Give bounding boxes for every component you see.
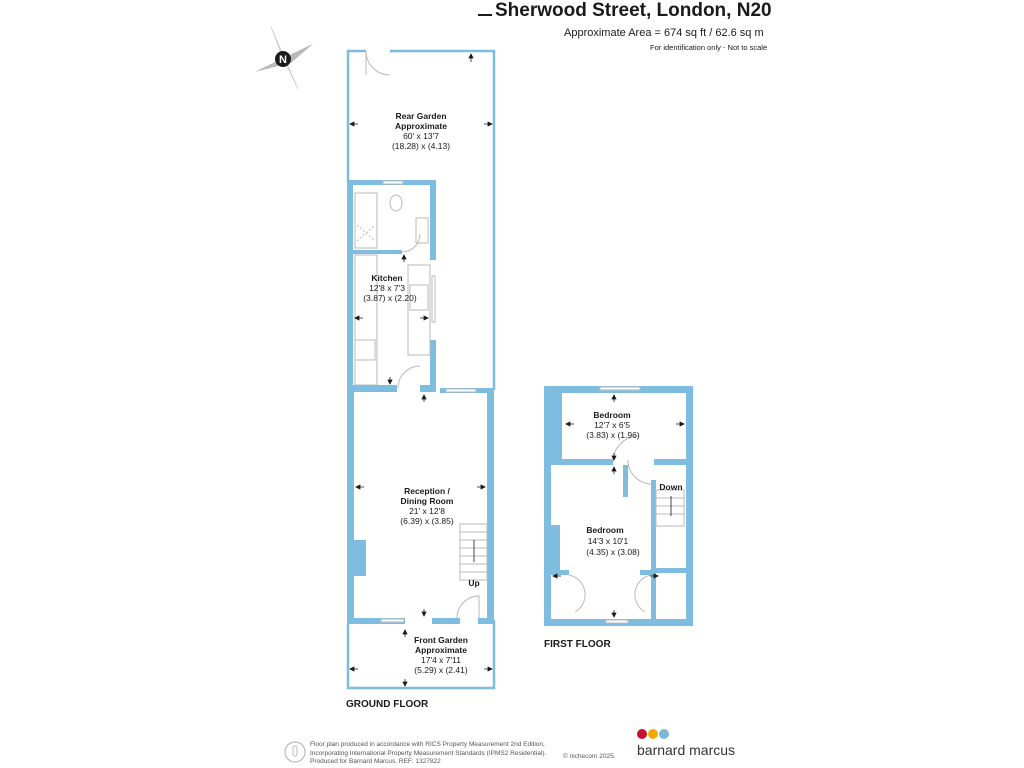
- front-garden-approx: Approximate: [415, 645, 467, 655]
- disclaimer-line: Floor plan produced in accordance with RICS Property Measurement 2nd Edition,: [310, 741, 545, 748]
- bedroom-large-name: Bedroom: [586, 525, 624, 535]
- brand-dot-yellow: [648, 729, 658, 739]
- bedroom-large-imperial: 14'3 x 10'1: [587, 536, 629, 546]
- kitchen-name: Kitchen: [371, 273, 403, 283]
- reception-name: Reception /: [404, 486, 450, 496]
- first-floor-label: FIRST FLOOR: [544, 639, 611, 650]
- disclaimer-line: Produced for Barnard Marcus. REF: 1327822: [310, 758, 441, 765]
- rear-garden-metric: (18.28) x (4.13): [391, 141, 451, 151]
- compass-icon: [255, 27, 313, 89]
- front-garden-imperial: 17'4 x 7'11: [421, 655, 461, 665]
- kitchen-imperial: 12'8 x 7'3: [369, 283, 405, 293]
- measurement-info-icon: [285, 742, 305, 762]
- ground-floor-thick-walls: [347, 180, 494, 624]
- approximate-area: Approximate Area = 674 sq ft / 62.6 sq m: [564, 27, 764, 39]
- brand-logo: barnard marcus: [637, 742, 736, 758]
- rear-garden-approx: Approximate: [395, 121, 447, 131]
- reception-metric: (6.39) x (3.85): [400, 516, 454, 526]
- front-garden-name: Front Garden: [414, 635, 468, 645]
- copyright: © nichecom 2025.: [563, 753, 616, 760]
- brand-dot-blue: [659, 729, 669, 739]
- rear-garden-imperial: 60' x 13'7: [403, 131, 439, 141]
- disclaimer-line: Incorporating International Property Measurement Standards (IPMS2 Residential).: [310, 749, 547, 757]
- scale-note: For identification only - Not to scale: [650, 43, 768, 52]
- compass-label: N: [279, 54, 287, 66]
- measurement-disclaimer: [310, 741, 546, 767]
- bedroom-large-metric: (4.35) x (3.08): [586, 547, 640, 557]
- bedroom-small-imperial: 12'7 x 6'5: [594, 420, 630, 430]
- front-garden-metric: (5.29) x (2.41): [414, 665, 468, 675]
- rear-garden-name: Rear Garden: [395, 111, 447, 121]
- bedroom-small-name: Bedroom: [593, 410, 631, 420]
- dining-room-name: Dining Room: [400, 496, 454, 506]
- ground-floor-label: GROUND FLOOR: [346, 699, 429, 710]
- stairs-up-label: Up: [468, 578, 480, 588]
- stairs-down-label: Down: [659, 482, 683, 492]
- bedroom-small-metric: (3.83) x (1.96): [586, 430, 640, 440]
- page-title: Sherwood Street, London, N20: [495, 0, 772, 21]
- brand-dot-red: [637, 729, 647, 739]
- kitchen-metric: (3.87) x (2.20): [363, 293, 417, 303]
- reception-imperial: 21' x 12'8: [409, 506, 445, 516]
